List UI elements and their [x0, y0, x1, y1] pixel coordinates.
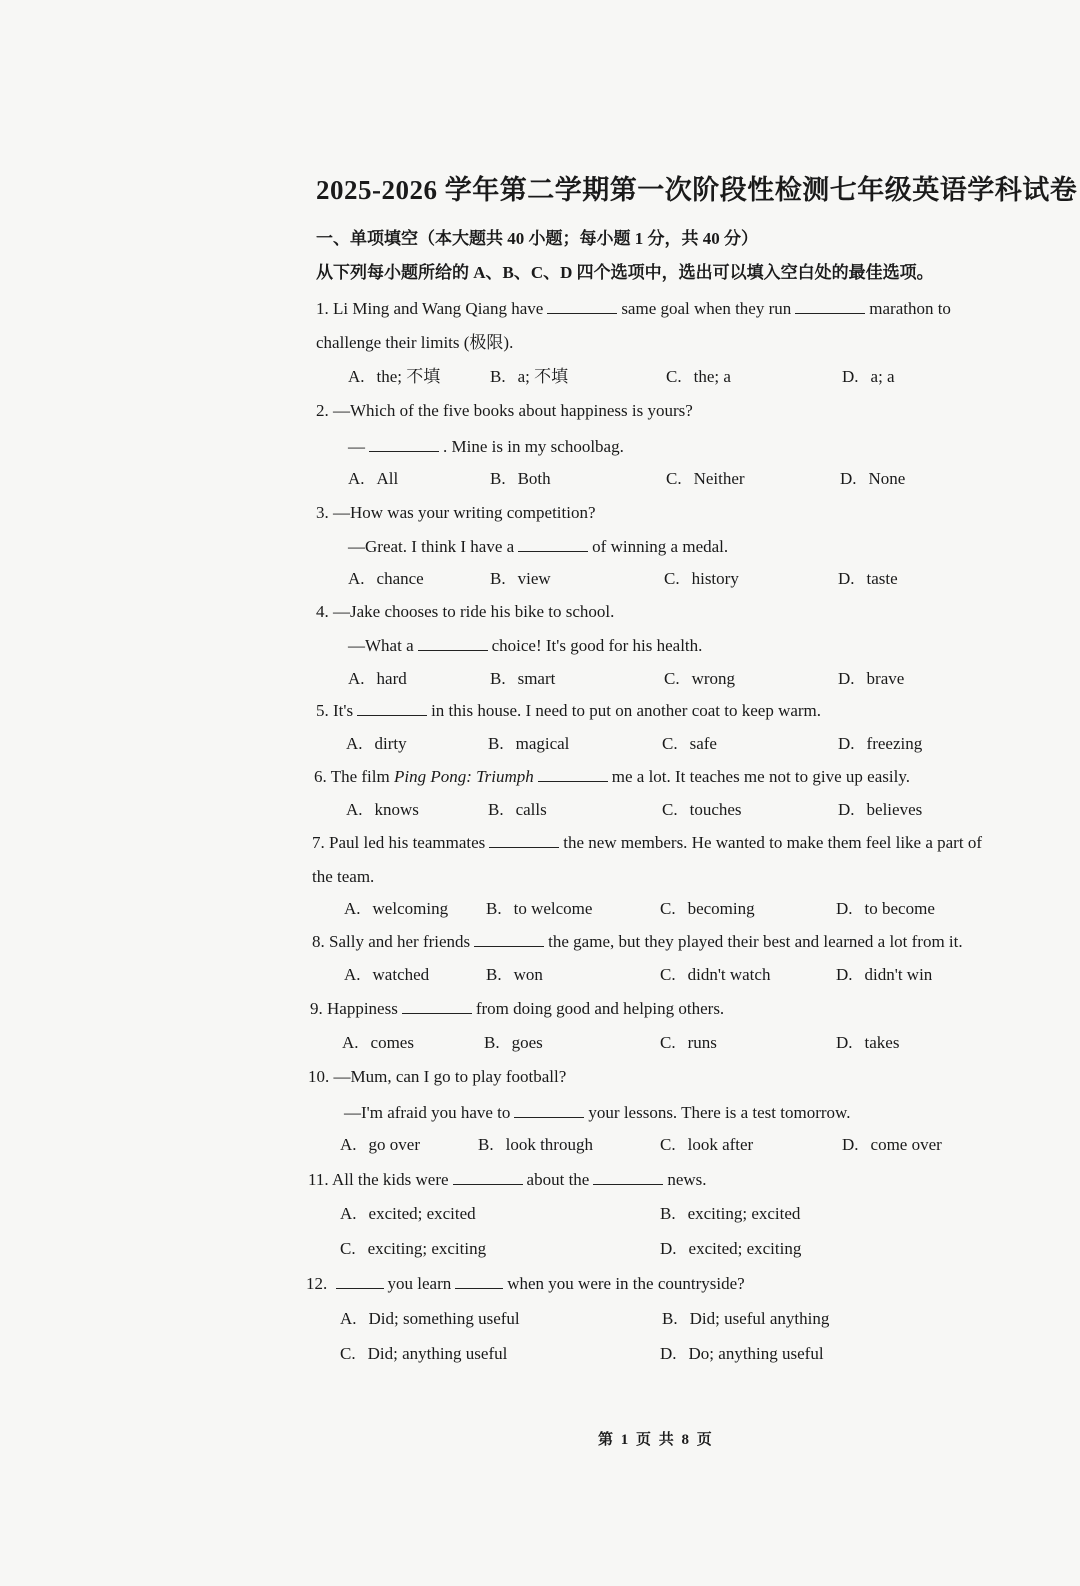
question-7: 7. Paul led his teammates the new members. He wanted to make them feel like a part of: [312, 833, 982, 852]
option-c[interactable]: C. Did; anything useful: [340, 1344, 508, 1363]
question-8: 8. Sally and her friends the game, but they played their best and learned a lot from it.: [312, 932, 963, 951]
answer-blank: [474, 932, 544, 947]
answer-blank: [336, 1274, 384, 1289]
option-b[interactable]: B. look through: [478, 1135, 593, 1154]
option-d[interactable]: D. a; a: [842, 367, 895, 386]
question-10-reply: —I'm afraid you have to your lessons. There is a test tomorrow.: [344, 1103, 851, 1122]
option-c[interactable]: C. didn't watch: [660, 965, 771, 984]
option-d[interactable]: D. taste: [838, 569, 898, 588]
question-5: 5. It's in this house. I need to put on another coat to keep warm.: [316, 701, 822, 720]
option-a[interactable]: A. All: [348, 469, 399, 488]
option-a[interactable]: A. chance: [348, 569, 424, 588]
option-d[interactable]: D. None: [840, 469, 906, 488]
option-d[interactable]: D. to become: [836, 899, 935, 918]
question-2: 2. —Which of the five books about happiness is yours?: [316, 401, 693, 420]
option-d[interactable]: D. Do; anything useful: [660, 1344, 824, 1363]
option-a[interactable]: A. welcoming: [344, 899, 449, 918]
option-a[interactable]: A. hard: [348, 669, 407, 688]
option-a[interactable]: A. dirty: [346, 734, 407, 753]
question-1: 1. Li Ming and Wang Qiang have same goal when they run marathon to: [316, 299, 951, 318]
answer-blank: [489, 833, 559, 848]
option-b[interactable]: B. Both: [490, 469, 551, 488]
answer-blank: [538, 767, 608, 782]
answer-blank: [369, 437, 439, 452]
option-d[interactable]: D. didn't win: [836, 965, 933, 984]
option-a[interactable]: A. Did; something useful: [340, 1309, 520, 1328]
option-a[interactable]: A. excited; excited: [340, 1204, 476, 1223]
option-c[interactable]: C. touches: [662, 800, 742, 819]
option-a[interactable]: A. comes: [342, 1033, 414, 1052]
option-c[interactable]: C. history: [664, 569, 739, 588]
option-c[interactable]: C. wrong: [664, 669, 736, 688]
option-d[interactable]: D. come over: [842, 1135, 942, 1154]
option-b[interactable]: B. view: [490, 569, 551, 588]
option-b[interactable]: B. exciting; excited: [660, 1204, 801, 1223]
option-d[interactable]: D. excited; exciting: [660, 1239, 802, 1258]
option-c[interactable]: C. becoming: [660, 899, 755, 918]
option-c[interactable]: C. runs: [660, 1033, 717, 1052]
exam-title: 2025-2026 学年第二学期第一次阶段性检测七年级英语学科试卷: [316, 175, 1078, 205]
option-b[interactable]: B. Did; useful anything: [662, 1309, 830, 1328]
question-3-reply: —Great. I think I have a of winning a medal.: [348, 537, 729, 556]
option-a[interactable]: A. watched: [344, 965, 430, 984]
question-2-reply: — . Mine is in my schoolbag.: [348, 437, 624, 456]
answer-blank: [402, 999, 472, 1014]
answer-blank: [547, 299, 617, 314]
question-4: 4. —Jake chooses to ride his bike to school.: [316, 602, 615, 621]
answer-blank: [518, 537, 588, 552]
option-c[interactable]: C. look after: [660, 1135, 754, 1154]
question-12: 12. you learn when you were in the countryside?: [306, 1274, 745, 1293]
question-11: 11. All the kids were about the news.: [308, 1170, 707, 1189]
answer-blank: [795, 299, 865, 314]
question-7-continued: the team.: [312, 867, 375, 886]
answer-blank: [357, 701, 427, 716]
question-9: 9. Happiness from doing good and helping others.: [310, 999, 725, 1018]
answer-blank: [418, 636, 488, 651]
option-d[interactable]: D. takes: [836, 1033, 900, 1052]
option-a[interactable]: A. knows: [346, 800, 419, 819]
question-1-continued: challenge their limits (极限).: [316, 333, 514, 352]
option-b[interactable]: B. smart: [490, 669, 556, 688]
option-b[interactable]: B. calls: [488, 800, 547, 819]
option-d[interactable]: D. brave: [838, 669, 905, 688]
answer-blank: [455, 1274, 503, 1289]
option-c[interactable]: C. safe: [662, 734, 717, 753]
option-b[interactable]: B. a; 不填: [490, 367, 569, 386]
option-b[interactable]: B. to welcome: [486, 899, 593, 918]
answer-blank: [593, 1170, 663, 1185]
option-c[interactable]: C. exciting; exciting: [340, 1239, 487, 1258]
option-b[interactable]: B. magical: [488, 734, 570, 753]
option-d[interactable]: D. freezing: [838, 734, 923, 753]
film-title: Ping Pong: Triumph: [393, 767, 534, 786]
section-instruction: 从下列每小题所给的 A、B、C、D 四个选项中，选出可以填入空白处的最佳选项。: [316, 263, 934, 282]
question-4-reply: —What a choice! It's good for his health.: [348, 636, 703, 655]
question-10: 10. —Mum, can I go to play football?: [308, 1067, 567, 1086]
answer-blank: [514, 1103, 584, 1118]
question-6: 6. The film Ping Pong: Triumph me a lot. It teaches me not to give up easily.: [314, 767, 910, 786]
question-3: 3. —How was your writing competition?: [316, 503, 596, 522]
option-a[interactable]: A. the; 不填: [348, 367, 441, 386]
option-c[interactable]: C. the; a: [666, 367, 731, 386]
answer-blank: [453, 1170, 523, 1185]
option-c[interactable]: C. Neither: [666, 469, 745, 488]
option-a[interactable]: A. go over: [340, 1135, 420, 1154]
option-b[interactable]: B. won: [486, 965, 543, 984]
section-heading: 一、单项填空（本大题共 40 小题；每小题 1 分，共 40 分）: [316, 229, 758, 248]
option-b[interactable]: B. goes: [484, 1033, 543, 1052]
page-number: 第 1 页 共 8 页: [598, 1432, 714, 1448]
option-d[interactable]: D. believes: [838, 800, 923, 819]
